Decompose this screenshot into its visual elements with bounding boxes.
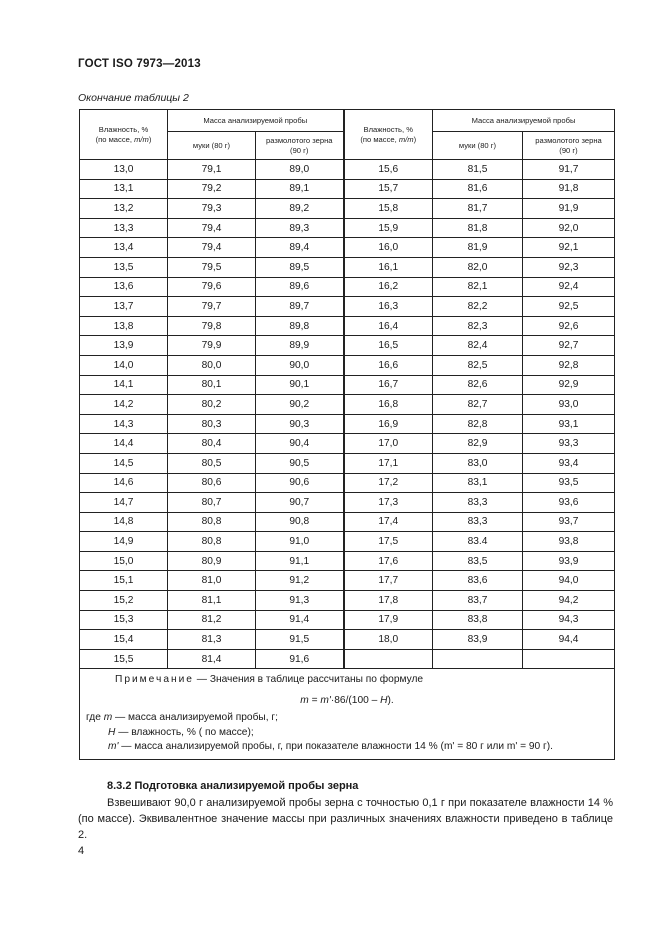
table-cell: 80,7 <box>168 493 256 513</box>
table-cell: 90,5 <box>256 453 344 473</box>
table-cell: 16,7 <box>344 375 433 395</box>
table-cell: 79,5 <box>168 257 256 277</box>
table-cell: 14,6 <box>80 473 168 493</box>
header-mass-group-left: Масса анализируемой пробы <box>168 110 344 132</box>
table-row <box>80 395 615 415</box>
table-cell: 15,8 <box>344 199 433 219</box>
table-cell <box>344 649 433 669</box>
table-cell: 13,0 <box>80 160 168 180</box>
table-cell: 15,5 <box>80 649 168 669</box>
table-cell: 13,8 <box>80 316 168 336</box>
table-cell: 93,5 <box>523 473 615 493</box>
table-row <box>80 238 615 258</box>
table-row <box>80 532 615 552</box>
table-cell: 17,1 <box>344 453 433 473</box>
table-cell: 15,6 <box>344 160 433 180</box>
table-cell: 14,1 <box>80 375 168 395</box>
table-cell: 14,0 <box>80 355 168 375</box>
note-formula: m = m'·86/(100 – H). <box>300 695 394 707</box>
table-row <box>80 277 615 297</box>
table-cell: 82,5 <box>433 355 523 375</box>
header-humidity-left: Влажность, % (по массе, m/m) <box>80 110 168 160</box>
table-cell: 16,0 <box>344 238 433 258</box>
table-row <box>80 179 615 199</box>
table-cell: 93,6 <box>523 493 615 513</box>
table-cell: 81,7 <box>433 199 523 219</box>
table-cell: 91,1 <box>256 551 344 571</box>
table-cell: 83,6 <box>433 571 523 591</box>
table-cell: 82,6 <box>433 375 523 395</box>
table-cell: 79,1 <box>168 160 256 180</box>
moisture-mass-table <box>79 109 615 760</box>
table-cell: 13,5 <box>80 257 168 277</box>
table-cell: 15,4 <box>80 630 168 650</box>
table-cell: 17,2 <box>344 473 433 493</box>
table-cell: 79,6 <box>168 277 256 297</box>
table-cell: 79,2 <box>168 179 256 199</box>
table-cell: 14,7 <box>80 493 168 513</box>
table-cell: 90,1 <box>256 375 344 395</box>
table-row <box>80 199 615 219</box>
table-cell: 92,7 <box>523 336 615 356</box>
table-cell: 94,0 <box>523 571 615 591</box>
table-cell: 80,2 <box>168 395 256 415</box>
table-cell: 79,3 <box>168 199 256 219</box>
header-mass-group-right: Масса анализируемой пробы <box>433 110 615 132</box>
table-cell: 80,5 <box>168 453 256 473</box>
table-cell: 89,1 <box>256 179 344 199</box>
table-cell: 82,7 <box>433 395 523 415</box>
table-row <box>80 512 615 532</box>
table-cell: 82,0 <box>433 257 523 277</box>
table-cell: 91,0 <box>256 532 344 552</box>
table-row <box>80 257 615 277</box>
table-cell: 83,3 <box>433 512 523 532</box>
table-row <box>80 649 615 669</box>
table-cell: 91,5 <box>256 630 344 650</box>
table-cell: 13,7 <box>80 297 168 317</box>
table-cell: 94,2 <box>523 591 615 611</box>
table-cell: 15,1 <box>80 571 168 591</box>
table-cell: 81,5 <box>433 160 523 180</box>
table-cell: 14,4 <box>80 434 168 454</box>
table-cell: 13,6 <box>80 277 168 297</box>
table-cell: 15,2 <box>80 591 168 611</box>
table-cell: 89,5 <box>256 257 344 277</box>
table-cell: 15,3 <box>80 610 168 630</box>
header-flour-right: муки (80 г) <box>433 132 523 160</box>
table-cell: 83.4 <box>433 532 523 552</box>
table-cell: 15,0 <box>80 551 168 571</box>
table-cell: 93,3 <box>523 434 615 454</box>
table-cell: 94,3 <box>523 610 615 630</box>
table-cell: 81,6 <box>433 179 523 199</box>
table-cell: 79,9 <box>168 336 256 356</box>
table-cell: 91,2 <box>256 571 344 591</box>
table-cell: 83,0 <box>433 453 523 473</box>
table-cell: 83,7 <box>433 591 523 611</box>
table-row <box>80 571 615 591</box>
table-cell: 83,3 <box>433 493 523 513</box>
table-cell: 17,0 <box>344 434 433 454</box>
table-cell: 92,1 <box>523 238 615 258</box>
table-cell: 82,4 <box>433 336 523 356</box>
table-row <box>80 473 615 493</box>
table-cell: 79,7 <box>168 297 256 317</box>
table-cell: 93,9 <box>523 551 615 571</box>
table-cell: 80,0 <box>168 355 256 375</box>
table-cell: 16,2 <box>344 277 433 297</box>
table-cell: 14,5 <box>80 453 168 473</box>
table-cell: 13,9 <box>80 336 168 356</box>
table-cell: 90,4 <box>256 434 344 454</box>
table-cell: 90,3 <box>256 414 344 434</box>
table-cell: 13,2 <box>80 199 168 219</box>
table-cell: 92,6 <box>523 316 615 336</box>
table-cell: 93,4 <box>523 453 615 473</box>
table-cell: 91,9 <box>523 199 615 219</box>
table-cell: 80,8 <box>168 512 256 532</box>
table-body <box>80 160 615 669</box>
table-cell: 16,5 <box>344 336 433 356</box>
table-cell: 89,3 <box>256 218 344 238</box>
table-cell: 89,7 <box>256 297 344 317</box>
table-cell: 93,0 <box>523 395 615 415</box>
table-cell: 80,3 <box>168 414 256 434</box>
table-cell: 14,9 <box>80 532 168 552</box>
table-cell: 91,8 <box>523 179 615 199</box>
table-cell: 82,2 <box>433 297 523 317</box>
table-cell: 93,7 <box>523 512 615 532</box>
table-cell: 91,7 <box>523 160 615 180</box>
table-cell: 89,4 <box>256 238 344 258</box>
table-cell: 94,4 <box>523 630 615 650</box>
table-cell: 82,9 <box>433 434 523 454</box>
table-cell: 16,3 <box>344 297 433 317</box>
table-cell: 17,3 <box>344 493 433 513</box>
table-cell: 16,4 <box>344 316 433 336</box>
table-cell: 13,3 <box>80 218 168 238</box>
table-cell: 16,8 <box>344 395 433 415</box>
table-cell: 80,4 <box>168 434 256 454</box>
table-cell: 79,4 <box>168 238 256 258</box>
table-row <box>80 297 615 317</box>
table-cell: 81,8 <box>433 218 523 238</box>
table-cell: 92,3 <box>523 257 615 277</box>
table-cell: 92,5 <box>523 297 615 317</box>
table-cell: 14,2 <box>80 395 168 415</box>
table-row <box>80 218 615 238</box>
table-cell: 14,3 <box>80 414 168 434</box>
table-cell: 89,9 <box>256 336 344 356</box>
table-cell: 91,6 <box>256 649 344 669</box>
table-cell: 89,0 <box>256 160 344 180</box>
table-row <box>80 355 615 375</box>
table-cell: 80,9 <box>168 551 256 571</box>
section-body: Взвешивают 90,0 г анализируемой пробы зерна с точностью 0,1 г при показателе влажности 14 % (по массе). Эквивалентное значение массы при различных значениях влажности приведено в таблице 2. <box>78 797 613 841</box>
table-cell: 80,6 <box>168 473 256 493</box>
table-cell: 93,1 <box>523 414 615 434</box>
table-cell: 80,8 <box>168 532 256 552</box>
table-cell: 91,4 <box>256 610 344 630</box>
table-cell: 83,8 <box>433 610 523 630</box>
table-cell: 16,1 <box>344 257 433 277</box>
table-cell: 83,1 <box>433 473 523 493</box>
table-row <box>80 434 615 454</box>
table-cell: 17,7 <box>344 571 433 591</box>
table-cell: 93,8 <box>523 532 615 552</box>
table-cell: 14,8 <box>80 512 168 532</box>
table-cell: 90,7 <box>256 493 344 513</box>
table-cell: 80,1 <box>168 375 256 395</box>
table-cell: 81,0 <box>168 571 256 591</box>
table-cell: 16,6 <box>344 355 433 375</box>
table-cell: 91,3 <box>256 591 344 611</box>
table-cell: 92,8 <box>523 355 615 375</box>
table-cell: 89,6 <box>256 277 344 297</box>
table-cell: 16,9 <box>344 414 433 434</box>
table-cell: 79,4 <box>168 218 256 238</box>
table-cell: 92,9 <box>523 375 615 395</box>
table-cell: 13,4 <box>80 238 168 258</box>
table-cell: 92,4 <box>523 277 615 297</box>
table-cell: 81,3 <box>168 630 256 650</box>
table-row <box>80 414 615 434</box>
table-caption: Окончание таблицы 2 <box>78 92 189 104</box>
table-cell: 81,2 <box>168 610 256 630</box>
table-cell: 90,8 <box>256 512 344 532</box>
table-cell: 79,8 <box>168 316 256 336</box>
page-number: 4 <box>78 845 85 857</box>
table-cell: 89,8 <box>256 316 344 336</box>
table-cell: 15,7 <box>344 179 433 199</box>
table-row <box>80 551 615 571</box>
table-cell: 13,1 <box>80 179 168 199</box>
note-label: Примечание <box>115 674 194 686</box>
table-cell: 15,9 <box>344 218 433 238</box>
table-row <box>80 493 615 513</box>
table-cell: 92,0 <box>523 218 615 238</box>
table-cell: 17,4 <box>344 512 433 532</box>
table-cell: 89,2 <box>256 199 344 219</box>
table-row <box>80 591 615 611</box>
table-cell <box>523 649 615 669</box>
table-row <box>80 610 615 630</box>
table-cell: 83,5 <box>433 551 523 571</box>
table-cell: 90,6 <box>256 473 344 493</box>
table-cell: 81,4 <box>168 649 256 669</box>
table-row <box>80 375 615 395</box>
table-cell: 90,0 <box>256 355 344 375</box>
table-cell <box>433 649 523 669</box>
document-header: ГОСТ ISO 7973—2013 <box>78 58 201 70</box>
table-row <box>80 316 615 336</box>
table-cell: 81,9 <box>433 238 523 258</box>
header-humidity-right: Влажность, % (по массе, m/m) <box>344 110 433 160</box>
table-cell: 83,9 <box>433 630 523 650</box>
table-note <box>80 669 615 760</box>
table-cell: 82,8 <box>433 414 523 434</box>
table-cell: 82,3 <box>433 316 523 336</box>
table-cell: 17,6 <box>344 551 433 571</box>
table-cell: 17,8 <box>344 591 433 611</box>
section-title: 8.3.2 Подготовка анализируемой пробы зерна <box>107 780 359 792</box>
table-cell: 82,1 <box>433 277 523 297</box>
note-where: где m — масса анализируемой пробы, г; H — влажность, % ( по массе); m' — масса анализируемой пробы, г, при показателе влажности 14 % (m' = 80 г или m' = 90 г). <box>86 712 553 753</box>
header-grain-right: размолотого зерна (90 г) <box>523 132 615 160</box>
table-row <box>80 630 615 650</box>
note-text: — Значения в таблице рассчитаны по формуле <box>193 674 424 686</box>
table-cell: 90,2 <box>256 395 344 415</box>
table-cell: 18,0 <box>344 630 433 650</box>
table-row <box>80 336 615 356</box>
table-cell: 81,1 <box>168 591 256 611</box>
table-row <box>80 453 615 473</box>
table-row <box>80 160 615 180</box>
table-cell: 17,9 <box>344 610 433 630</box>
header-flour-left: муки (80 г) <box>168 132 256 160</box>
header-grain-left: размолотого зерна (90 г) <box>256 132 344 160</box>
table-cell: 17,5 <box>344 532 433 552</box>
